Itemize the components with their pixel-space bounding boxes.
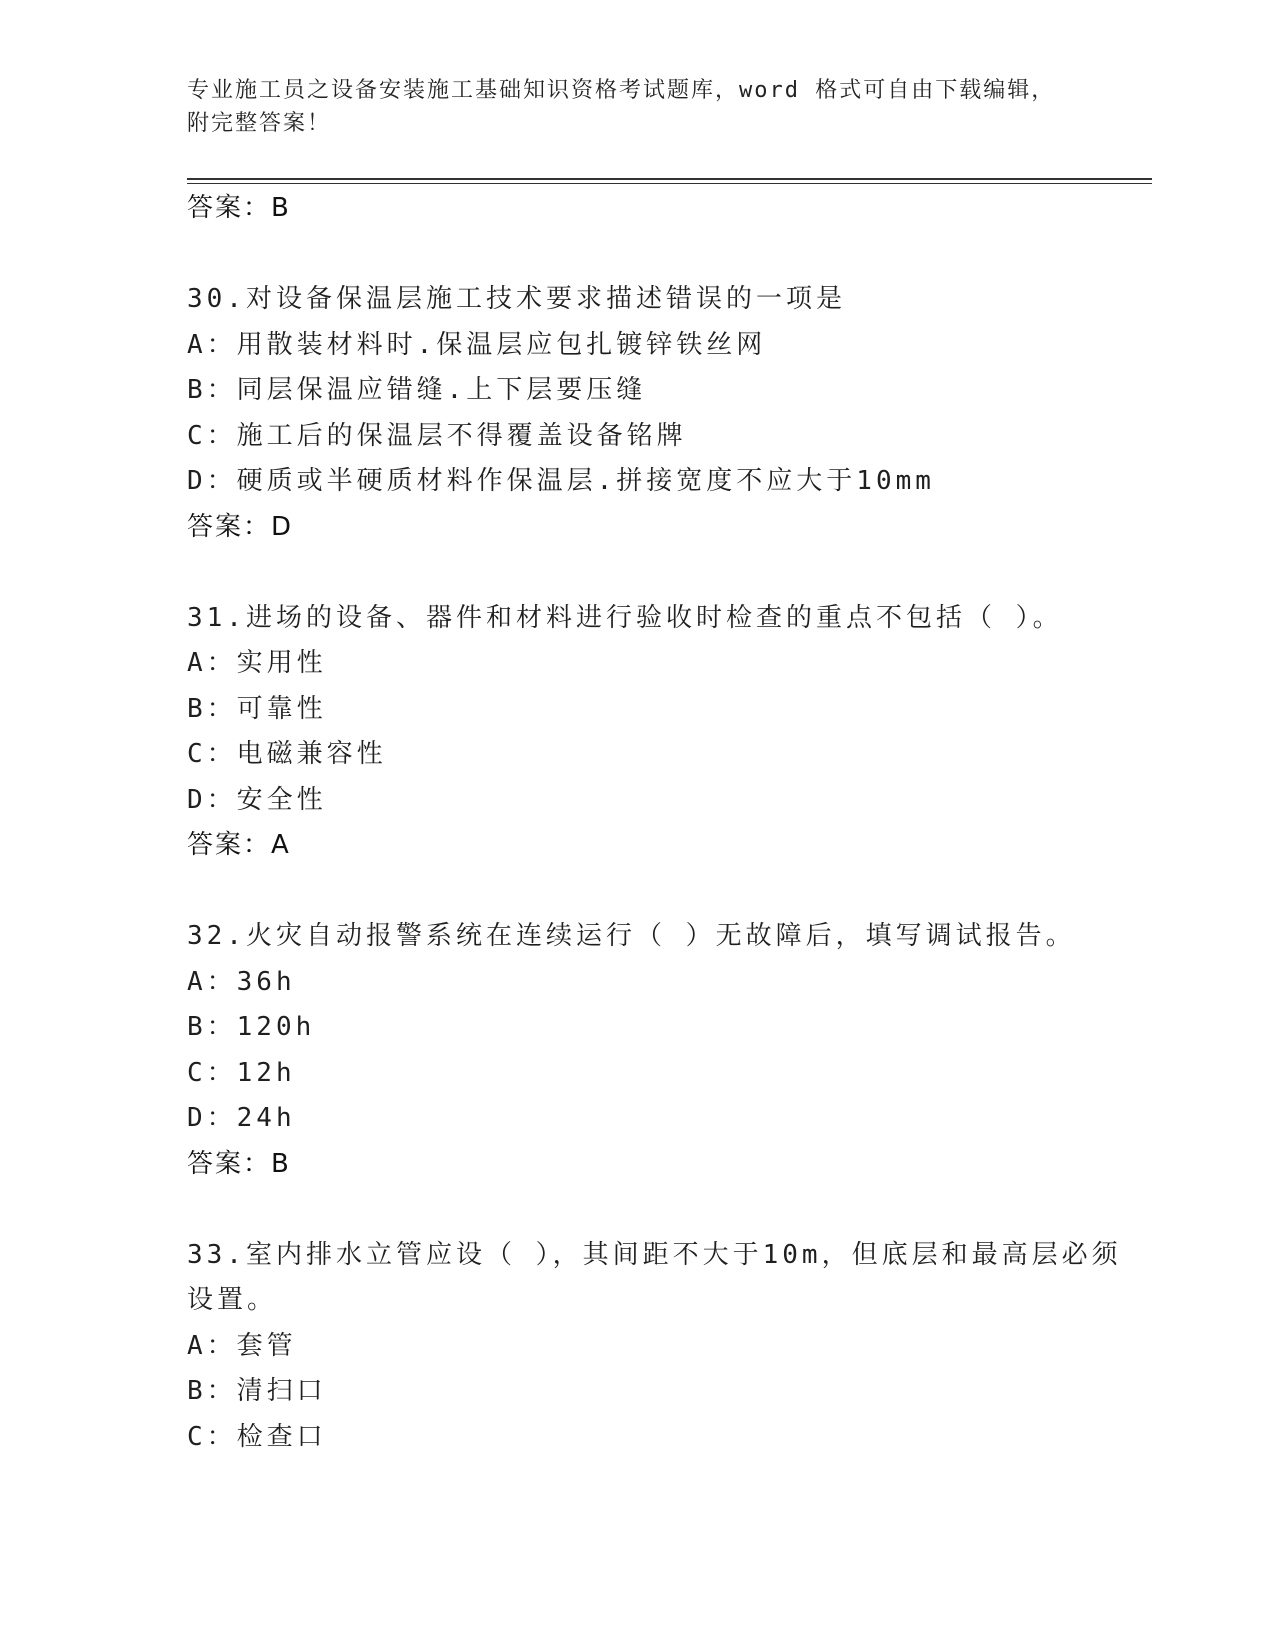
header-line-1: 专业施工员之设备安装施工基础知识资格考试题库，word 格式可自由下载编辑， bbox=[187, 78, 1056, 103]
option-d: D：24h bbox=[187, 1103, 296, 1133]
option-b: B：清扫口 bbox=[187, 1376, 327, 1406]
document-header bbox=[187, 74, 1087, 140]
spacer bbox=[187, 1187, 1087, 1233]
question-stem-line-2: 设置。 bbox=[187, 1285, 278, 1315]
question-33 bbox=[187, 1233, 1122, 1461]
spacer bbox=[187, 232, 1087, 278]
question-stem: 31.进场的设备、器件和材料进行验收时检查的重点不包括（ ）。 bbox=[187, 602, 1063, 633]
header-divider-thin bbox=[187, 183, 1152, 184]
question-stem-line-1: 33.室内排水立管应设（ ），其间距不大于10m，但底层和最高层必须 bbox=[187, 1239, 1122, 1270]
option-a: A：套管 bbox=[187, 1330, 297, 1361]
option-b: B：可靠性 bbox=[187, 693, 327, 724]
answer-line: 答案：B bbox=[187, 1148, 291, 1179]
question-list bbox=[187, 186, 1122, 1460]
question-stem: 32.火灾自动报警系统在连续运行（ ）无故障后，填写调试报告。 bbox=[187, 921, 1076, 951]
option-c: C：施工后的保温层不得覆盖设备铭牌 bbox=[187, 420, 687, 451]
question-stem: 30.对设备保温层施工技术要求描述错误的一项是 bbox=[187, 284, 846, 314]
option-b: B：120h bbox=[187, 1012, 316, 1042]
header-divider-thick bbox=[187, 178, 1152, 180]
answer-line: 答案：D bbox=[187, 511, 294, 542]
header-line-2: 附完整答案！ bbox=[187, 111, 332, 136]
option-c: C：12h bbox=[187, 1057, 296, 1088]
option-d: D：硬质或半硬质材料作保温层.拼接宽度不应大于10mm bbox=[187, 466, 935, 496]
spacer bbox=[187, 869, 1087, 915]
spacer bbox=[187, 550, 1087, 596]
answer-line: 答案：B bbox=[187, 193, 291, 223]
question-32 bbox=[187, 914, 1087, 1187]
question-30 bbox=[187, 277, 1087, 550]
option-b: B：同层保温应错缝.上下层要压缝 bbox=[187, 375, 647, 405]
option-a: A：实用性 bbox=[187, 648, 327, 678]
option-c: C：检查口 bbox=[187, 1421, 327, 1452]
answer-line: 答案：A bbox=[187, 830, 291, 860]
option-d: D：安全性 bbox=[187, 784, 327, 815]
option-a: A：36h bbox=[187, 966, 296, 997]
option-a: A：用散装材料时.保温层应包扎镀锌铁丝网 bbox=[187, 329, 767, 360]
option-c: C：电磁兼容性 bbox=[187, 739, 387, 769]
question-31 bbox=[187, 596, 1087, 869]
